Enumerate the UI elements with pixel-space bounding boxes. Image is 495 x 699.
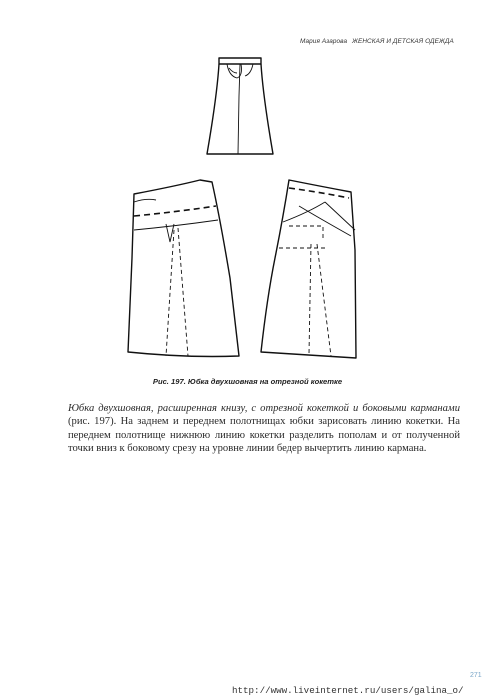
footer-url: http://www.liveinternet.ru/users/galina_o/ (232, 685, 464, 696)
back-panel-pattern (126, 178, 240, 360)
page-number: 271 (470, 672, 482, 679)
body-italic-lead: Юбка двухшовная, расширенная книзу, с отрезной кокеткой и боковыми карманами (68, 403, 460, 414)
body-figure-ref: (рис. 197). (68, 416, 121, 428)
body-paragraph (68, 402, 460, 455)
figure-caption: Рис. 197. Юбка двухшовная на отрезной кокетке (152, 377, 343, 386)
header-book-title: ЖЕНСКАЯ И ДЕТСКАЯ ОДЕЖДА (352, 38, 454, 45)
body-text: На заднем и переднем полотнищах юбки зарисовать линию кокетки. На переднем полотнище нижнюю линию кокетки разделить пополам и от полученной точки вниз к боковому срезу на уровне линии бедер вычертить линию кармана. (68, 416, 460, 454)
front-panel-pattern (259, 178, 359, 362)
header-author: Мария Азарова (300, 38, 348, 45)
skirt-sketch-illustration (205, 56, 275, 162)
running-header (300, 38, 480, 45)
